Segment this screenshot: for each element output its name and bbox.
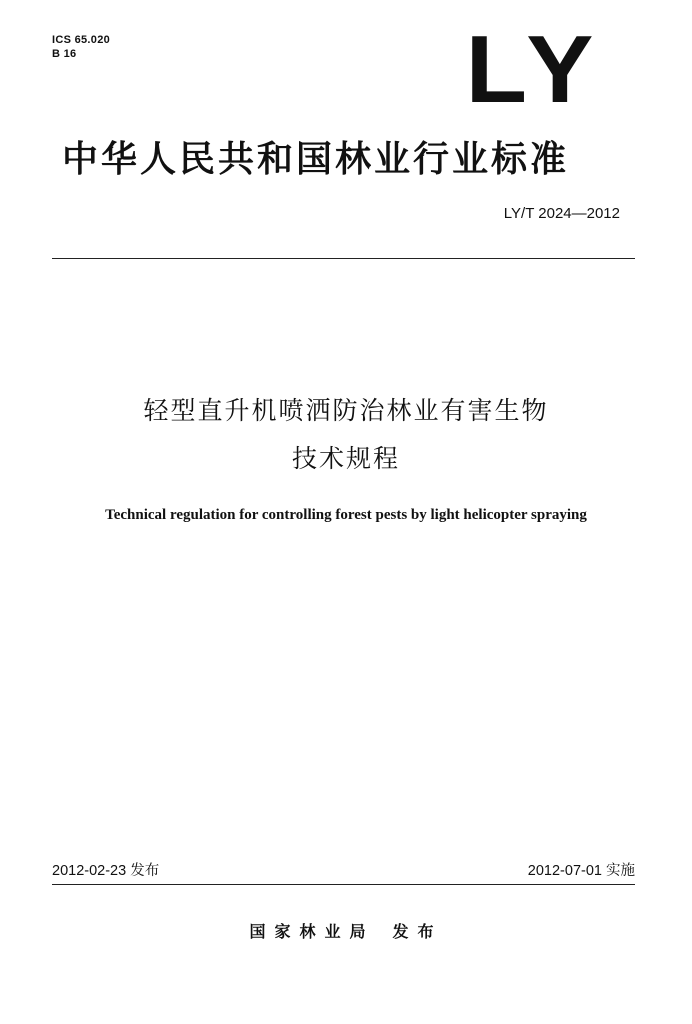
top-divider xyxy=(52,258,635,259)
issuer-name: 国家林业局 xyxy=(249,922,375,941)
document-title-en: Technical regulation for controlling forest pests by light helicopter spraying xyxy=(105,507,587,523)
issuer-action: 发布 xyxy=(392,922,443,941)
classification-codes xyxy=(52,33,110,61)
bottom-divider xyxy=(52,884,635,885)
issue-date: 2012-02-23 发布 xyxy=(52,863,160,879)
document-title-cn-line1: 轻型直升机喷洒防治林业有害生物 xyxy=(143,396,549,425)
issuer-line xyxy=(0,922,692,942)
standard-number: LY/T 2024—2012 xyxy=(503,205,620,222)
document-title-cn-line2: 技术规程 xyxy=(291,444,400,473)
implementation-date: 2012-07-01 实施 xyxy=(527,863,635,879)
standard-logo: LY xyxy=(465,16,602,123)
ics-code: ICS 65.020 xyxy=(52,34,111,46)
ccs-code: B 16 xyxy=(52,48,77,60)
standard-category-title: 中华人民共和国林业行业标准 xyxy=(62,139,570,180)
